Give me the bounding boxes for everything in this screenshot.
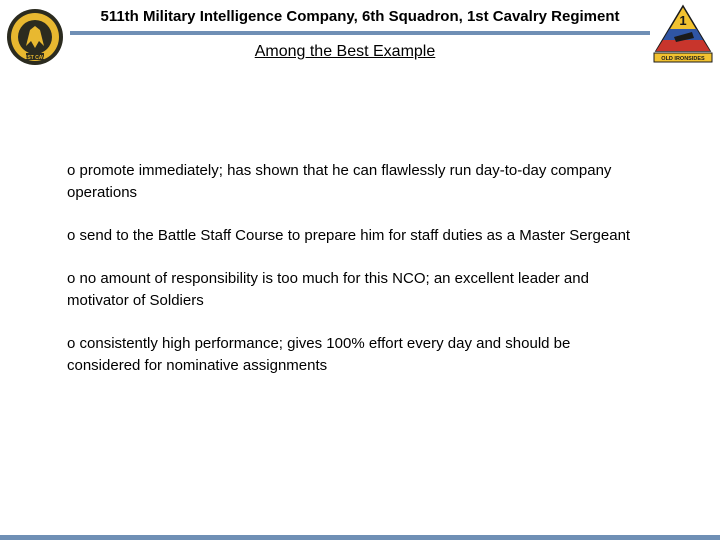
list-item: o send to the Battle Staff Course to prepare him for staff duties as a Master Sergeant: [67, 227, 631, 244]
crest-text: 1ST CAV: [24, 55, 46, 61]
patch-banner: OLD IRONSIDES: [661, 56, 705, 62]
patch-number: 1: [679, 13, 687, 28]
list-item: o promote immediately; has shown that he can flawlessly run day-to-day company operations: [67, 162, 612, 201]
header-divider: [70, 31, 650, 35]
list-item: o no amount of responsibility is too much for this NCO; an excellent leader and motivator of Soldiers: [67, 270, 589, 309]
subtitle: Among the Best Example: [254, 43, 436, 60]
page-title: 511th Military Intelligence Company, 6th Squadron, 1st Cavalry Regiment: [100, 8, 620, 25]
list-item: o consistently high performance; gives 100% effort every day and should be considered for nominative assignments: [67, 335, 571, 374]
bullet-list: [67, 160, 637, 398]
footer-divider: [0, 535, 720, 540]
